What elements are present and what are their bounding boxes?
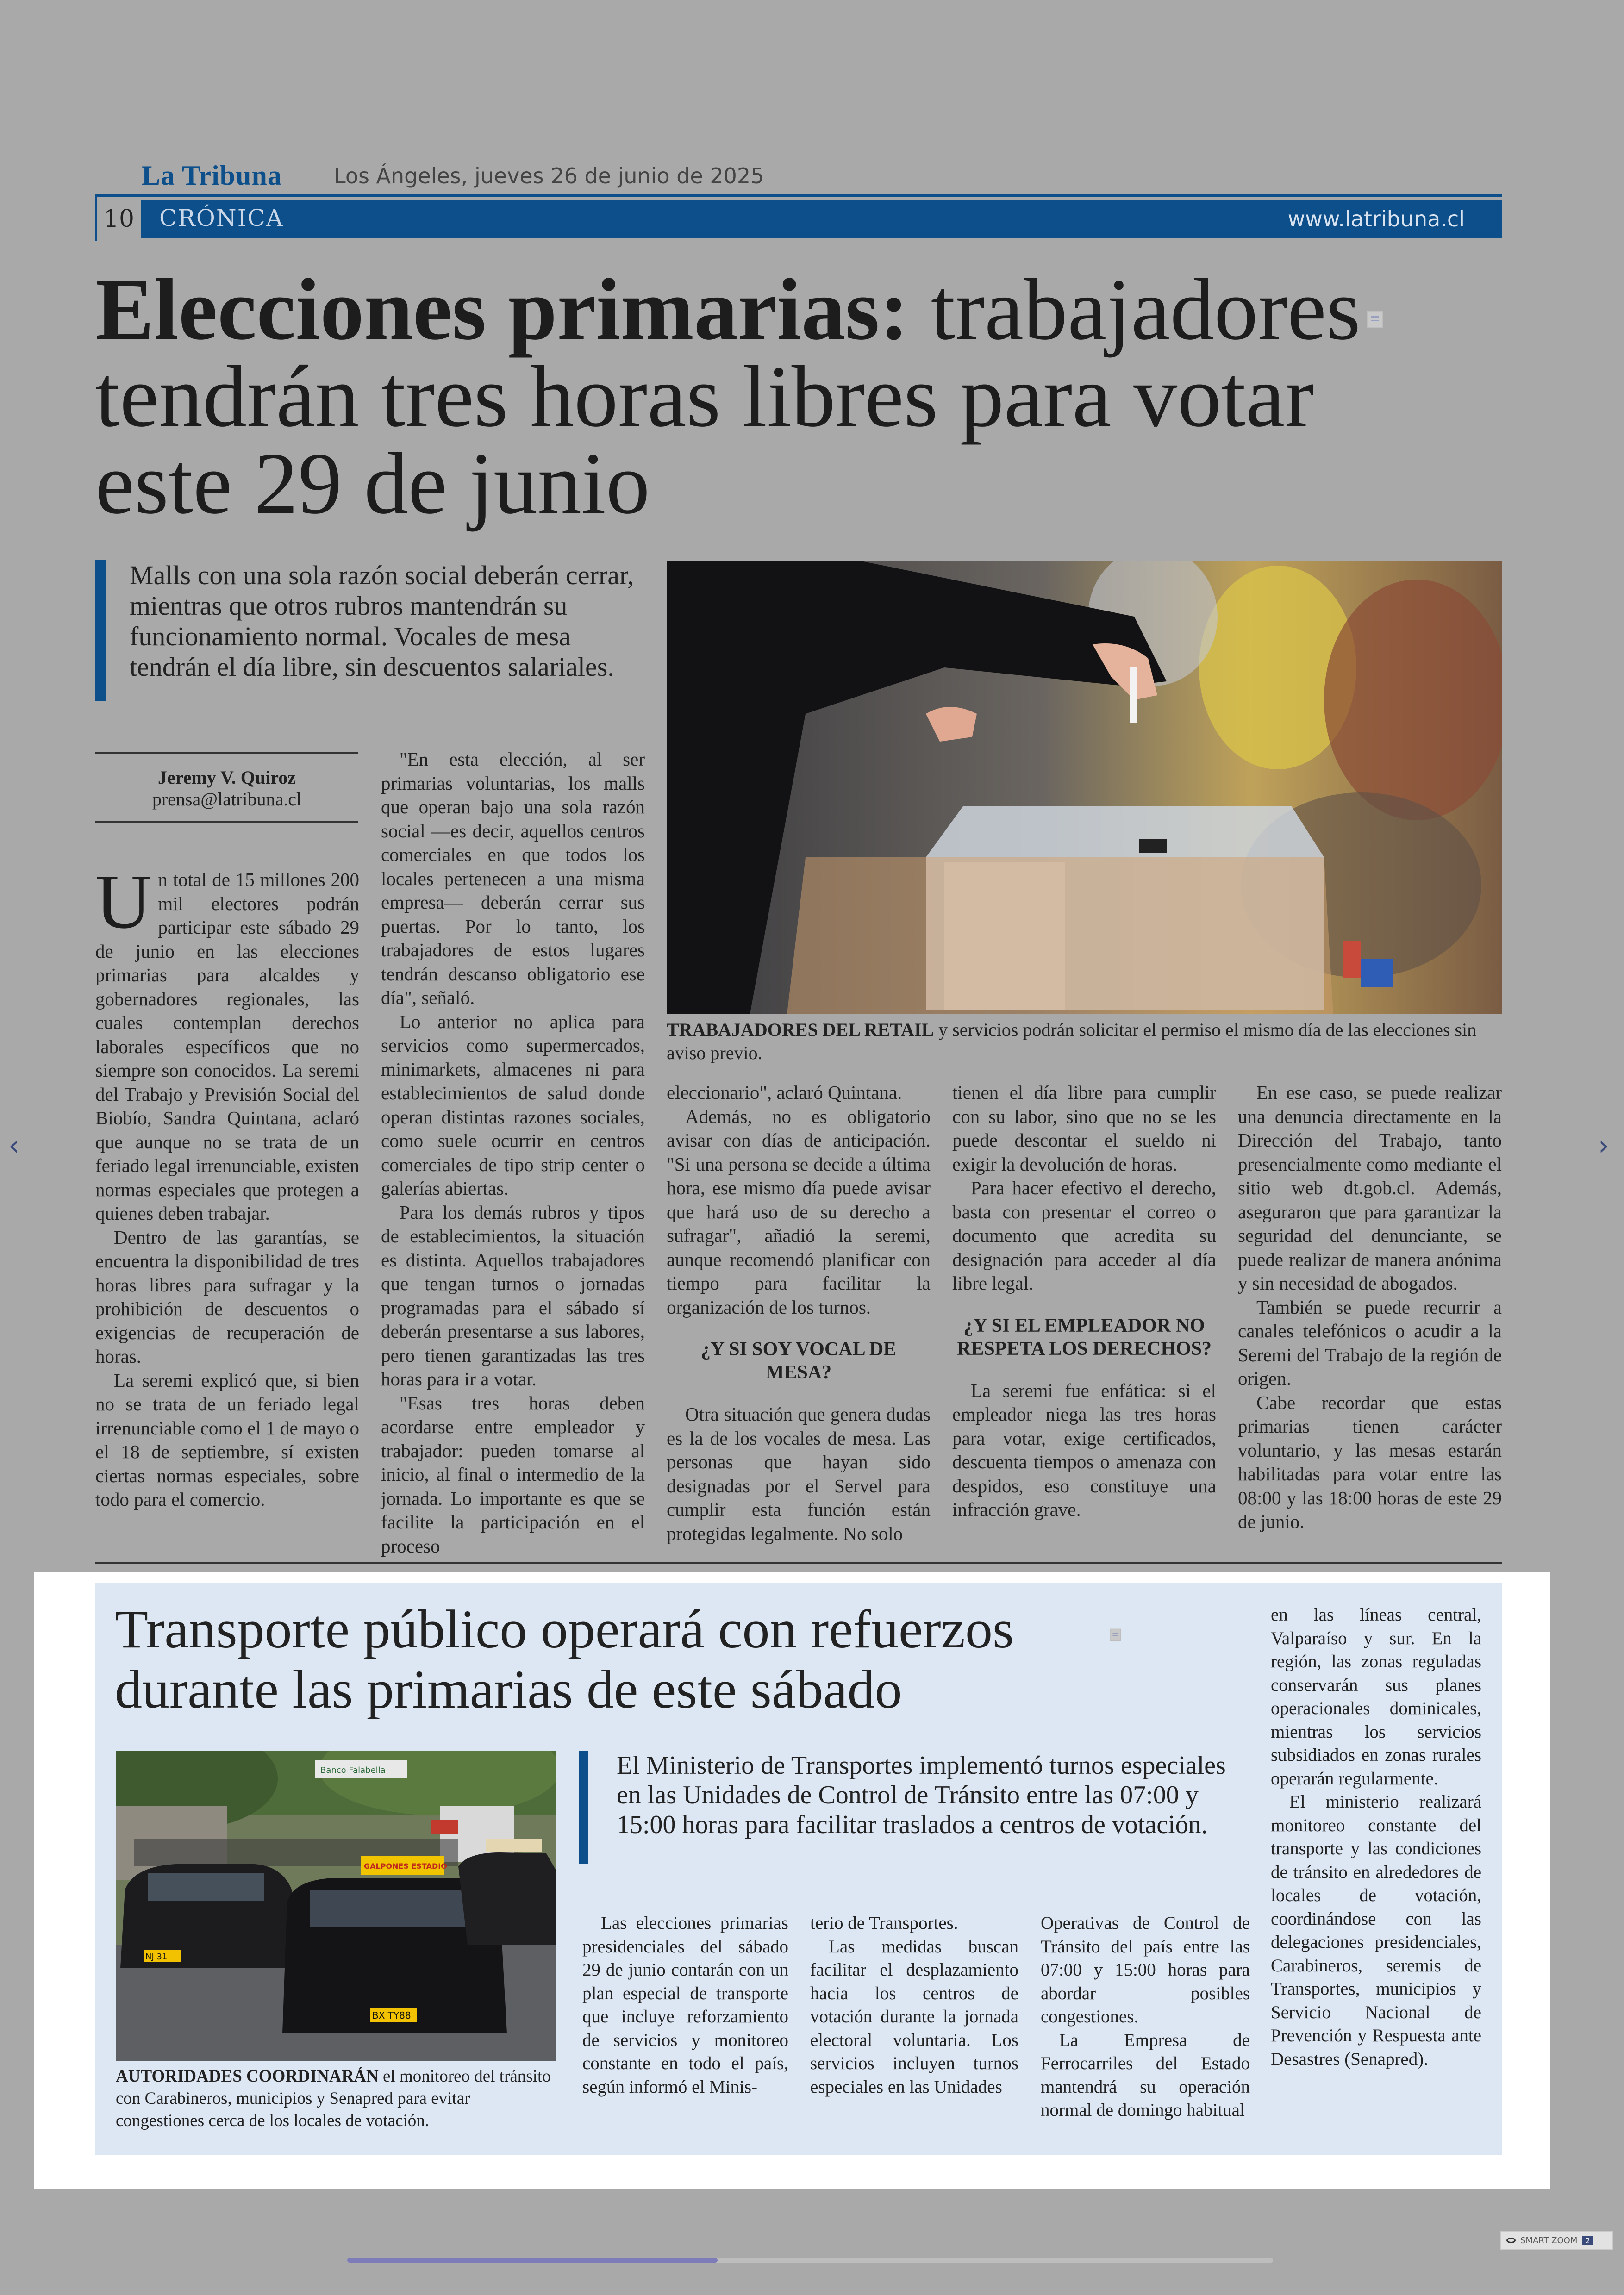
caption-lead: TRABAJADORES DEL RETAIL <box>667 1019 934 1040</box>
section-label: CRÓNICA <box>159 205 284 231</box>
smart-zoom-badge: 2 <box>1582 2236 1593 2245</box>
traffic-photo <box>116 1751 556 2061</box>
paragraph: En ese caso, se puede realizar una denuncia directamente en la Dirección del Trabajo, tanto presencialmente como mediante el sitio web dt.gob.cl. Además, aseguraron que para garantizar la seguridad del denunciante, se puede realizar de manera anónima y sin necesidad de abogados. <box>1238 1082 1502 1294</box>
author-email[interactable]: prensa@latribuna.cl <box>152 789 302 810</box>
author-name: Jeremy V. Quiroz <box>157 767 296 788</box>
paragraph: en las líneas central, Valparaíso y sur. En la región, las zonas reguladas conservarán sus planes operacionales dominicales, mientras los servicios subsidiados en zonas rurales operarán regularmente. <box>1271 1605 1481 1789</box>
note-icon[interactable] <box>1110 1629 1121 1641</box>
newspaper-logo: La Tribuna <box>142 160 282 191</box>
plate-text: BX TY88 <box>372 2010 411 2021</box>
paragraph: También se puede recurrir a canales telefónicos o acudir a la Seremi del Trabajo de la región de origen. <box>1238 1296 1502 1389</box>
paragraph: terio de Transportes. <box>810 1913 958 1933</box>
caption-lead: AUTORIDADES COORDINARÁN <box>116 2067 379 2086</box>
paragraph: Dentro de las garantías, se encuentra la disponibilidad de tres horas libres para sufragar y la prohibición de descuentos o exigencias de recuperación de horas. <box>95 1226 359 1367</box>
paragraph: Para hacer efectivo el derecho, basta con presentar el correo o documento que acredita su designación para acceder al día libre legal. <box>952 1177 1216 1294</box>
paragraph: n total de 15 millones 200 mil electores podrán participar este sábado 29 de junio en las elecciones primarias para alcaldes y gobernadores regionales, las cuales contemplan derechos laborales específicos que no siempre son conocidos. La seremi del Trabajo y Previsión Social del Biobío, Sandra Quintana, aclaró que aunque no se trata de un feriado legal irrenunciable, existen normas especiales que protegen a quienes deben trabajar. <box>95 869 359 1224</box>
paragraph: "Esas tres horas deben acordarse entre empleador y trabajador: pueden tomarse al inicio, al final o intermedio de la jornada. Lo importante es que se facilite la participación en el proceso <box>381 1392 645 1557</box>
article-column-2 <box>381 748 645 1558</box>
article-deck: Malls con una sola razón social deberán cerrar, mientras que otros rubros mantendrán su funcionamiento normal. Vocales de mesa tendrán el día libre, sin descuentos salariales. <box>95 560 651 701</box>
page-scrollbar[interactable] <box>347 2258 1273 2263</box>
smart-zoom-label: SMART ZOOM <box>1520 2235 1578 2245</box>
article-column-1 <box>95 859 359 1512</box>
bank-sign: Banco Falabella <box>320 1765 386 1775</box>
secondary-headline: Transporte público operará con refuerzos durante las primarias de este sábado <box>115 1599 1014 1720</box>
article-column-5 <box>1238 1081 1502 1534</box>
headline-lead: Elecciones primarias: <box>95 261 909 358</box>
ballot-box-photo <box>667 561 1502 1014</box>
secondary-deck: El Ministerio de Transportes implementó turnos especiales en las Unidades de Control de Tránsito entre las 07:00 y 15:00 horas para facilitar traslados a centros de votación. <box>579 1751 1227 1864</box>
paragraph: La Empresa de Ferrocarriles del Estado mantendrá su operación normal de domingo habitual <box>1041 2030 1250 2120</box>
paragraph: Para los demás rubros y tipos de establecimientos, la situación es distinta. Aquellos trabajadores que tengan turnos o jornadas programadas para el sábado sí deberán presentarse a sus labores, pero tienen garantizadas las tres horas para ir a votar. <box>381 1201 645 1390</box>
subheading: ¿Y SI SOY VOCAL DE MESA? <box>700 1339 897 1383</box>
paragraph: Además, no es obligatorio avisar con días de anticipación. "Si una persona se decide a última hora, ese mismo día puede avisar que hará uso de su derecho a sufragar", añadió la seremi, aunque recomendó planificar con tiempo para facilitar la organización de los turnos. <box>667 1105 931 1318</box>
photo-caption <box>667 1018 1502 1065</box>
page-number: 10 <box>95 197 141 241</box>
paragraph: Las medidas buscan facilitar el desplazamiento hacia los centros de votación durante la jornada electoral voluntaria. Los servicios incluyen turnos especiales en las Unidades <box>810 1936 1018 2097</box>
caption-text: el monitoreo del tránsito con Carabineros, municipios y Senapred para evitar congestiones cerca de los locales de votación. <box>116 2067 551 2130</box>
eye-icon <box>1506 2238 1516 2243</box>
drop-cap: U <box>95 859 152 945</box>
byline <box>95 752 358 823</box>
paragraph: El ministerio realizará monitoreo constante del transporte y las condiciones de tránsito en alrededores de locales de votación, coordinándose con las delegaciones presidenciales, Carabineros, seremis de Transportes, municipios y Servicio Nacional de Prevención y Respuesta ante Desastres (Senapred). <box>1271 1792 1481 2069</box>
divider <box>95 1562 1502 1564</box>
secondary-column-1 <box>582 1912 788 2099</box>
caption-text: y servicios podrán solicitar el permiso el mismo día de las elecciones sin aviso previo. <box>667 1019 1477 1063</box>
article-column-4 <box>952 1081 1216 1522</box>
subheading: ¿Y SI EL EMPLEADOR NO RESPETA LOS DERECHOS? <box>956 1315 1212 1360</box>
section-band <box>141 200 1502 238</box>
secondary-column-2 <box>810 1912 1018 2099</box>
paragraph: La seremi fue enfática: si el empleador niega las tres horas para votar, exige certificados, descuenta tiempos o amenaza con despidos, eso constituye una infracción grave. <box>952 1379 1216 1520</box>
paragraph: Operativas de Control de Tránsito del país entre las 07:00 y 15:00 horas para abordar posibles congestiones. <box>1041 1913 1250 2027</box>
taxi-sign: GALPONES ESTADIO <box>364 1862 447 1871</box>
paragraph: La seremi explicó que, si bien no se trata de un feriado legal irrenunciable como el 1 de mayo o el 18 de septiembre, sí existen ciertas normas especiales, sobre todo para el comercio. <box>95 1369 359 1510</box>
section-bar <box>95 194 1502 241</box>
plate-text: NJ 31 <box>145 1952 168 1962</box>
next-page-arrow[interactable]: › <box>1598 1129 1609 1162</box>
paragraph: eleccionario", aclaró Quintana. <box>667 1082 902 1103</box>
secondary-column-4 <box>1271 1603 1481 2071</box>
site-url[interactable]: www.latribuna.cl <box>1287 206 1465 231</box>
paragraph: Otra situación que genera dudas es la de los vocales de mesa. Las personas que hayan sido designadas por el Servel para cumplir esta función están protegidas legalmente. No solo <box>667 1403 931 1544</box>
smart-zoom-button[interactable] <box>1500 2231 1613 2250</box>
headline-rest: trabajadores tendrán tres horas libres para votar este 29 de junio <box>95 261 1361 532</box>
paragraph: Las elecciones primarias presidenciales del sábado 29 de junio contarán con un plan especial de transporte que incluye reforzamiento de servicios y monitoreo constante en todo el país, según informó el Minis- <box>582 1913 788 2097</box>
secondary-column-3 <box>1041 1912 1250 2122</box>
note-icon[interactable] <box>1367 311 1383 328</box>
paragraph: Cabe recordar que estas primarias tienen carácter voluntario, y las mesas estarán habilitadas para votar entre las 08:00 y las 18:00 horas de este 29 de junio. <box>1238 1391 1502 1532</box>
masthead <box>95 160 1502 192</box>
article-column-3 <box>667 1081 931 1546</box>
scrollbar-thumb[interactable] <box>347 2258 718 2263</box>
dateline: Los Ángeles, jueves 26 de junio de 2025 <box>334 163 764 188</box>
paragraph: tienen el día libre para cumplir con su labor, sino que no se les puede descontar el sueldo ni exigir la devolución de horas. <box>952 1082 1216 1175</box>
photo-caption <box>116 2065 556 2132</box>
paragraph: "En esta elección, al ser primarias voluntarias, los malls que operan bajo una sola razón social —es decir, aquellos centros comerciales en que todos los locales pertenecen a una misma empresa— deberán cerrar sus puertas. Por lo tanto, los trabajadores de estos lugares tendrán descanso obligatorio ese día", señaló. <box>381 748 645 1008</box>
paragraph: Lo anterior no aplica para servicios como supermercados, minimarkets, almacenes ni para establecimientos de salud donde operan distintas razones sociales, como suele ocurrir en centros comerciales de tipo strip center o galerías abiertas. <box>381 1010 645 1199</box>
prev-page-arrow[interactable]: ‹ <box>8 1129 19 1162</box>
main-headline <box>95 261 1392 532</box>
